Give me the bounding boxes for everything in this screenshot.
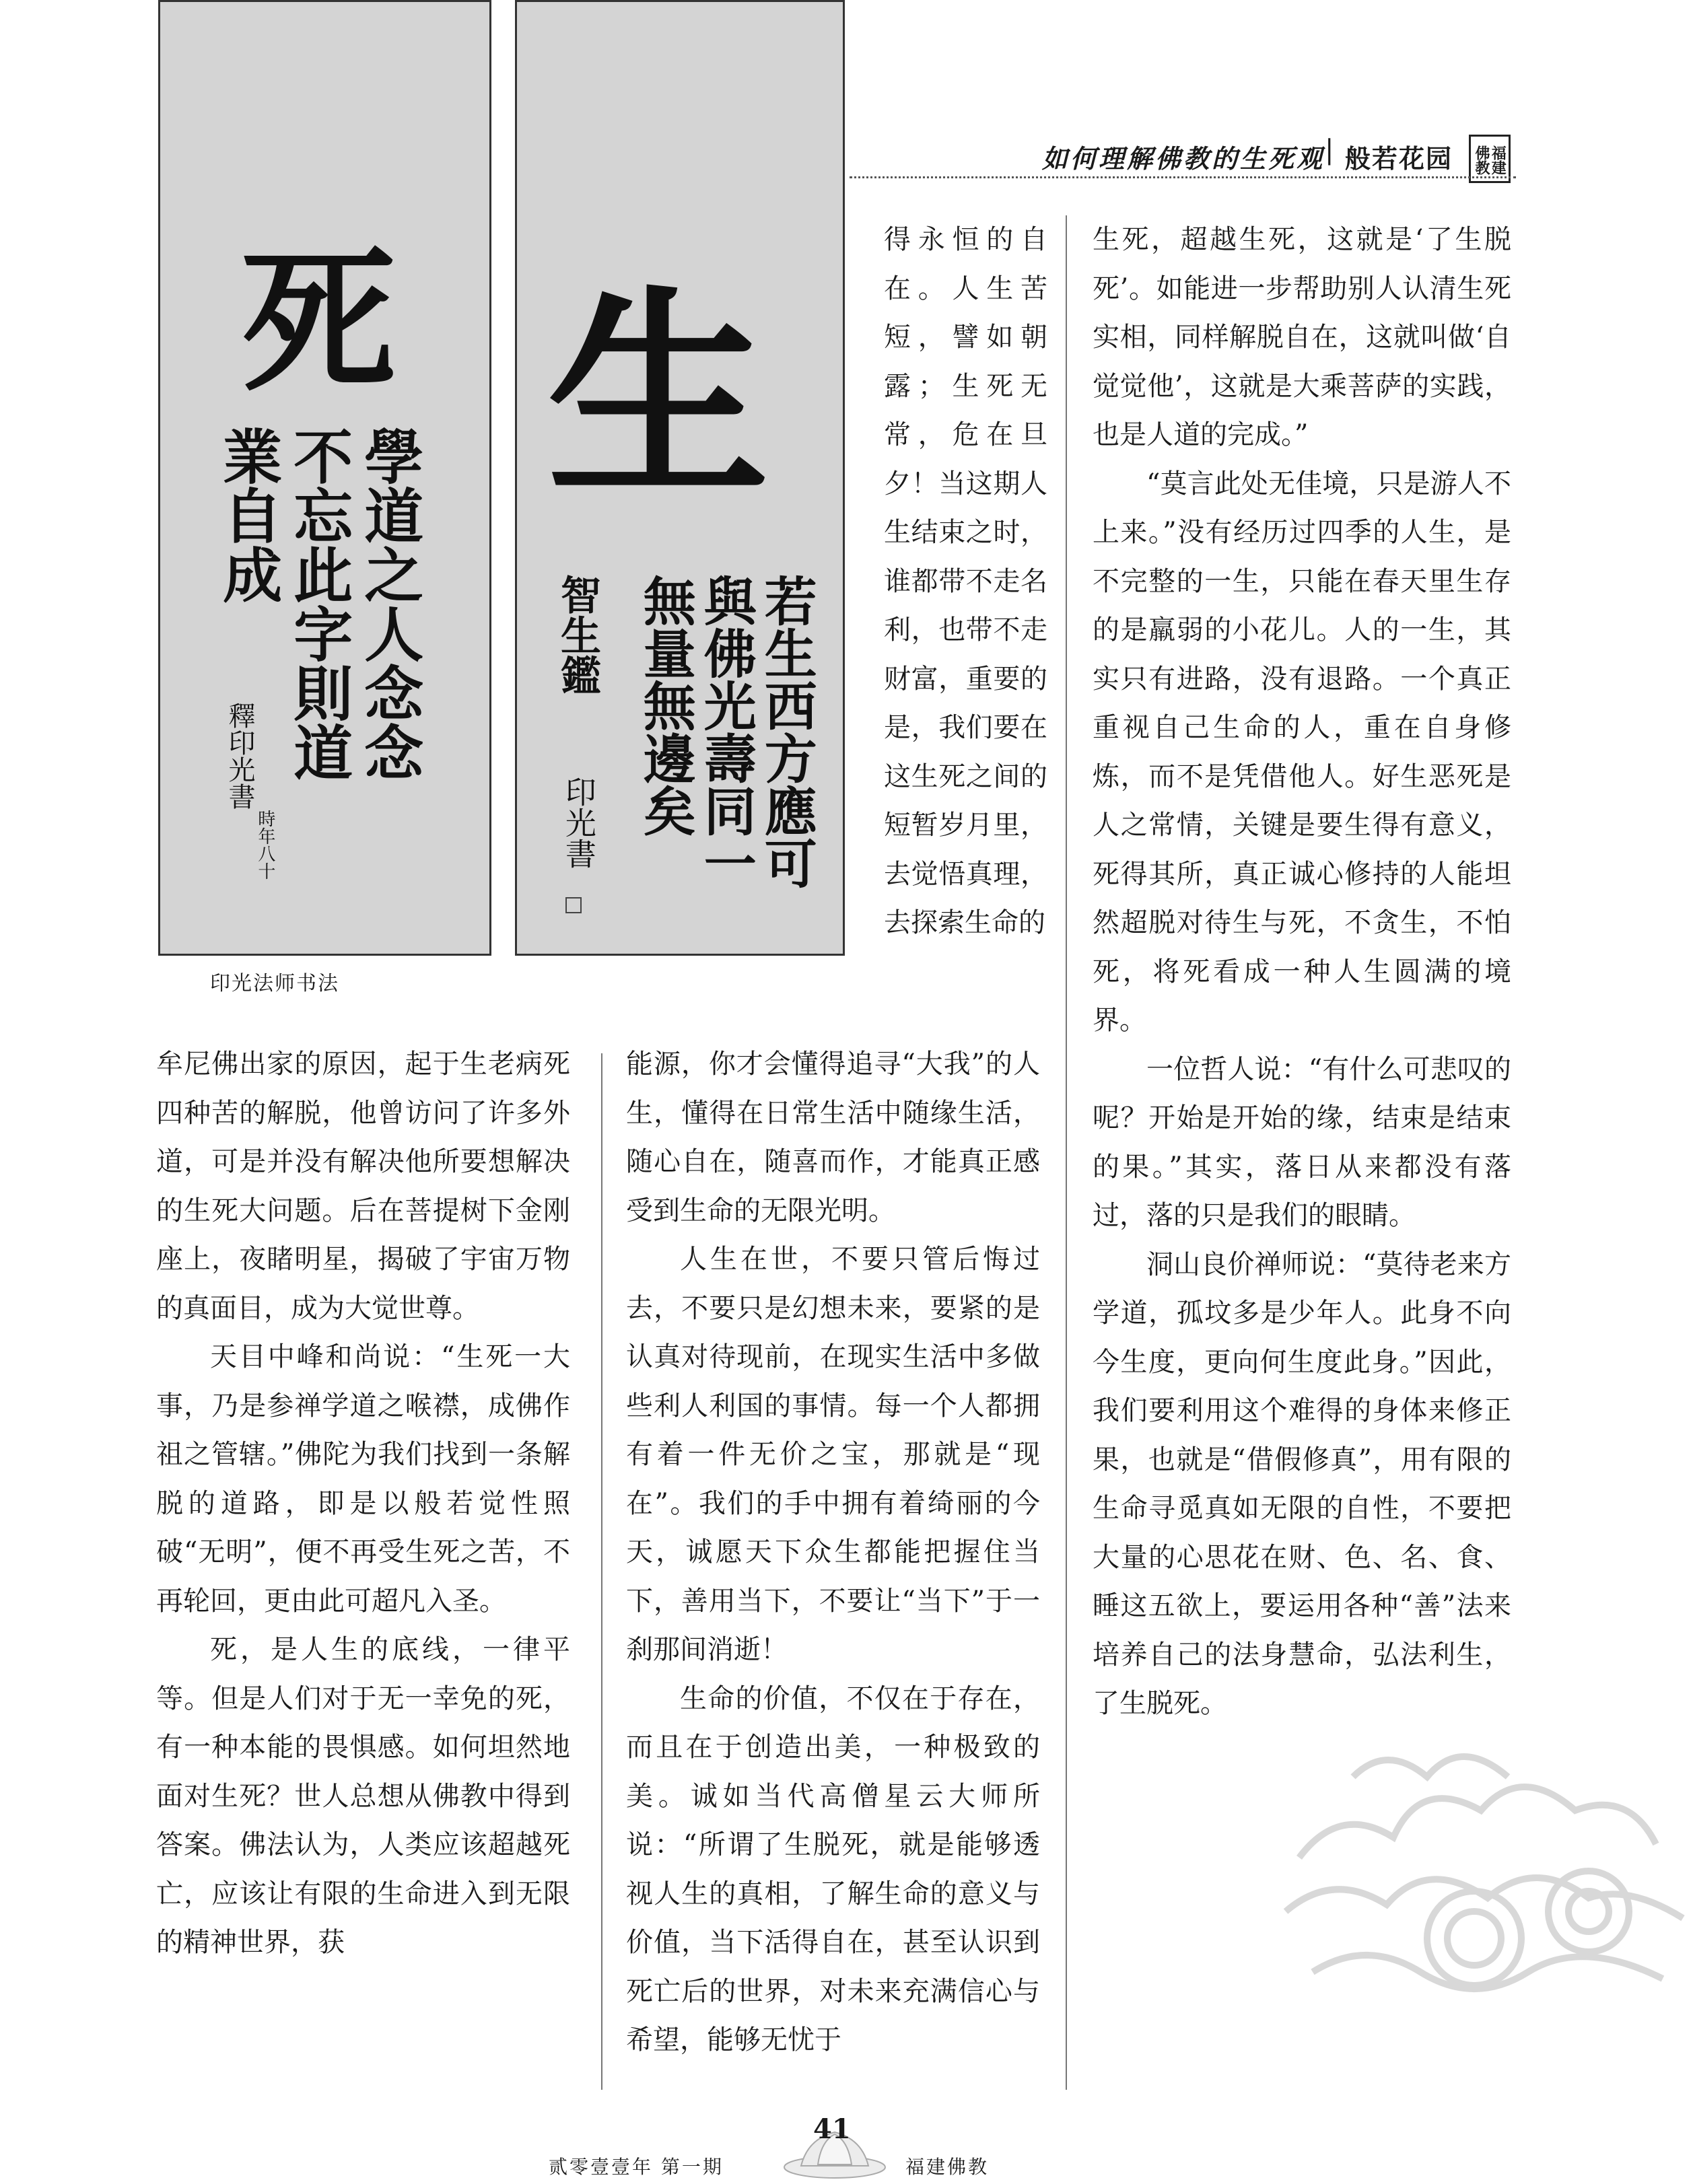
text-column-2 xyxy=(626,1040,1040,2065)
scroll-age-note: 時年八十 xyxy=(254,810,275,880)
text-column-2-top xyxy=(884,215,1047,948)
scroll-column-3: 業自成 xyxy=(213,426,284,604)
paragraph: 牟尼佛出家的原因，起于生老病死四种苦的解脱，他曾访问了许多外道，可是并没有解决他所要想解决的生死大问题。后在菩提树下金刚座上，夜睹明星，揭破了宇宙万物的真面目，成为大觉世尊。 xyxy=(156,1049,570,1324)
scroll-big-character: 生 xyxy=(547,265,769,526)
scroll-column-4: 智生鑑 xyxy=(554,574,601,695)
paragraph: 能源，你才会懂得追寻“大我”的人生，懂得在日常生活中随缘生活，随心自在，随喜而作，才能真正感受到生命的无限光明。 xyxy=(626,1049,1040,1226)
header-divider: | xyxy=(1325,135,1334,166)
paragraph: 死，是人生的底线，一律平等。但是人们对于无一幸免的死，有一种本能的畏惧感。如何坦然地面对生死？世人总想从佛教中得到答案。佛法认为，人类应该超越死亡，应该让有限的生命进入到无限的精神世界，获 xyxy=(156,1634,570,1958)
calligraphy-scroll-life xyxy=(515,0,845,956)
running-header-title: 如何理解佛教的生死观 xyxy=(1042,143,1325,174)
header-dotted-rule xyxy=(850,176,1516,178)
scroll-column-1: 學道之人念念 xyxy=(355,426,425,781)
page-number: 41 xyxy=(813,2113,851,2145)
paragraph: 一位哲人说：“有什么可悲叹的呢？开始是开始的缘，结束是结束的果。”其实，落日从来都没有落过，落的只是我们的眼睛。 xyxy=(1093,1053,1511,1231)
paragraph: 天目中峰和尚说：“生死一大事，乃是参禅学道之喉襟，成佛作祖之管辖。”佛陀为我们找到一条解脱的道路，即是以般若觉性照破“无明”，便不再受生死之苦，不再轮回，更由此可超凡入圣。 xyxy=(156,1341,570,1617)
column-divider xyxy=(601,1053,602,2090)
scroll-column-2: 與佛光壽同一 xyxy=(695,574,757,889)
scroll-big-character: 死 xyxy=(241,231,396,413)
paragraph: 生死，超越生死，这就是‘了生脱死’。如能进一步帮助别人认清生死实相，同样解脱自在，这就叫做‘自觉觉他’，这就是大乘菩萨的实践，也是人道的完成。” xyxy=(1093,224,1511,450)
running-header-section: 般若花园 xyxy=(1345,143,1453,174)
cloud-decoration-icon xyxy=(1272,1656,1693,2033)
seal-label: 福建佛教 xyxy=(1473,145,1507,175)
paragraph: 得永恒的自在。人生苦短，譬如朝露；生死无常，危在旦夕！当这期人生结束之时，谁都带不走名利，也带不走财富，重要的是，我们要在这生死之间的短暂岁月里，去觉悟真理，去探索生命的 xyxy=(884,224,1047,938)
scroll-column-2: 不忘此字則道 xyxy=(284,426,355,781)
scroll-signature: 釋印光書 xyxy=(224,702,255,810)
paragraph: “莫言此处无佳境，只是游人不上来。”没有经历过四季的人生，是不完整的一生，只能在春天里生存的是羸弱的小花儿。人的一生，其实只有进路，没有退路。一个真正重视自己生命的人，重在自身修炼，而不是凭借他人。好生恶死是人之常情，关键是要生得有意义，死得其所，真正诚心修持的人能坦然超脱对待生与死，不贪生，不怕死，将死看成一种人生圆满的境界。 xyxy=(1093,468,1511,1036)
scroll-column-3: 無量無邊矣 xyxy=(634,574,696,837)
scroll-column-1: 若生西方應可 xyxy=(755,574,817,889)
column-divider xyxy=(1066,215,1067,2090)
footer-issue: 贰零壹壹年 第一期 xyxy=(549,2156,724,2178)
paragraph: 洞山良价禅师说：“莫待老来方学道，孤坟多是少年人。此身不向今生度，更向何生度此身。”因此，我们要利用这个难得的身体来修正果，也就是“借假修真”，用有限的生命寻觅真如无限的自性，不要把大量的心思花在财、色、名、食、睡这五欲上，要运用各种“善”法来培养自己的法身慧命，弘法利生，了生脱死。 xyxy=(1093,1248,1511,1719)
footer-journal: 福建佛教 xyxy=(905,2156,990,2178)
scroll-signature: 印光書 xyxy=(560,776,597,869)
image-caption: 印光法师书法 xyxy=(210,972,339,995)
seal-stamp-icon xyxy=(565,897,582,913)
paragraph: 生命的价值，不仅在于存在，而且在于创造出美，一种极致的美。诚如当代高僧星云大师所说：“所谓了生脱死，就是能够透视人生的真相，了解生命的意义与价值，当下活得自在，甚至认识到死亡后的世界，对未来充满信心与希望，能够无忧于 xyxy=(626,1683,1040,2055)
paragraph: 人生在世，不要只管后悔过去，不要只是幻想未来，要紧的是认真对待现前，在现实生活中多做些利人利国的事情。每一个人都拥有着一件无价之宝，那就是“现在”。我们的手中拥有着绮丽的今天，诚愿天下众生都能把握住当下，善用当下，不要让“当下”于一刹那间消逝！ xyxy=(626,1244,1040,1665)
calligraphy-scroll-death xyxy=(158,0,491,956)
text-column-3 xyxy=(1093,215,1511,1728)
text-column-1 xyxy=(156,1040,570,1967)
